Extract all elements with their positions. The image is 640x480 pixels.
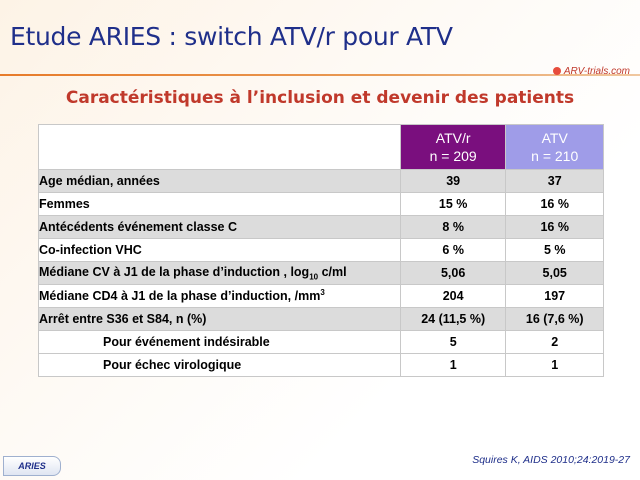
row-label: [39, 285, 401, 308]
row-value-atv: 197: [506, 285, 604, 308]
row-label: Antécédents événement classe C: [39, 216, 401, 239]
arv-trials-logo: [553, 63, 630, 79]
table-row: [39, 285, 604, 308]
slide-subtitle: Caractéristiques à l’inclusion et devenir des patients: [65, 88, 575, 108]
row-value-atv: 1: [506, 354, 604, 377]
row-value-atvr: 6 %: [400, 239, 506, 262]
row-value-atv: 2: [506, 331, 604, 354]
table-row: [39, 193, 604, 216]
row-label: Pour événement indésirable: [39, 331, 401, 354]
header-atv: [506, 125, 604, 170]
table-row: [39, 262, 604, 285]
row-label: Femmes: [39, 193, 401, 216]
citation: Squires K, AIDS 2010;24:2019-27: [472, 454, 630, 466]
table-row: [39, 170, 604, 193]
logo-text: ARV-trials.com: [563, 65, 630, 77]
row-label-superscript: 3: [320, 288, 325, 298]
row-value-atvr: 5,06: [400, 262, 506, 285]
row-value-atv: 16 (7,6 %): [506, 308, 604, 331]
table-header-row: [39, 125, 604, 170]
row-label-unit: c/ml: [318, 264, 347, 279]
row-value-atv: 16 %: [506, 216, 604, 239]
row-value-atv: 5,05: [506, 262, 604, 285]
row-value-atvr: 5: [400, 331, 506, 354]
row-label: [39, 262, 401, 285]
table-row: [39, 308, 604, 331]
table-row: [39, 216, 604, 239]
row-label-subscript: 10: [309, 272, 319, 282]
row-value-atvr: 24 (11,5 %): [400, 308, 506, 331]
row-value-atvr: 15 %: [400, 193, 506, 216]
table-row: [39, 354, 604, 377]
logo-dot-icon: [553, 67, 561, 75]
header-atvr-name: ATV/r: [435, 130, 471, 146]
row-label-main: Médiane CV à J1 de la phase d’induction , log: [39, 264, 310, 279]
row-label: Age médian, années: [39, 170, 401, 193]
row-value-atv: 37: [506, 170, 604, 193]
header-atv-name: ATV: [541, 130, 568, 146]
header-atvr: [400, 125, 506, 170]
table-row: [39, 331, 604, 354]
row-value-atvr: 1: [400, 354, 506, 377]
row-value-atv: 16 %: [506, 193, 604, 216]
slide-title: Etude ARIES : switch ATV/r pour ATV: [10, 22, 453, 51]
row-label-main: Médiane CD4 à J1 de la phase d’induction, /mm: [39, 289, 321, 304]
title-divider: [0, 74, 640, 76]
table-row: [39, 239, 604, 262]
study-tag: ARIES: [3, 456, 61, 476]
characteristics-table: [38, 124, 604, 377]
row-label: Pour échec virologique: [39, 354, 401, 377]
header-atvr-n: n = 209: [429, 148, 477, 164]
row-label: Arrêt entre S36 et S84, n (%): [39, 308, 401, 331]
row-value-atvr: 204: [400, 285, 506, 308]
header-atv-n: n = 210: [531, 148, 579, 164]
row-value-atvr: 39: [400, 170, 506, 193]
row-value-atvr: 8 %: [400, 216, 506, 239]
row-value-atv: 5 %: [506, 239, 604, 262]
row-label: Co-infection VHC: [39, 239, 401, 262]
header-blank-cell: [39, 125, 401, 170]
